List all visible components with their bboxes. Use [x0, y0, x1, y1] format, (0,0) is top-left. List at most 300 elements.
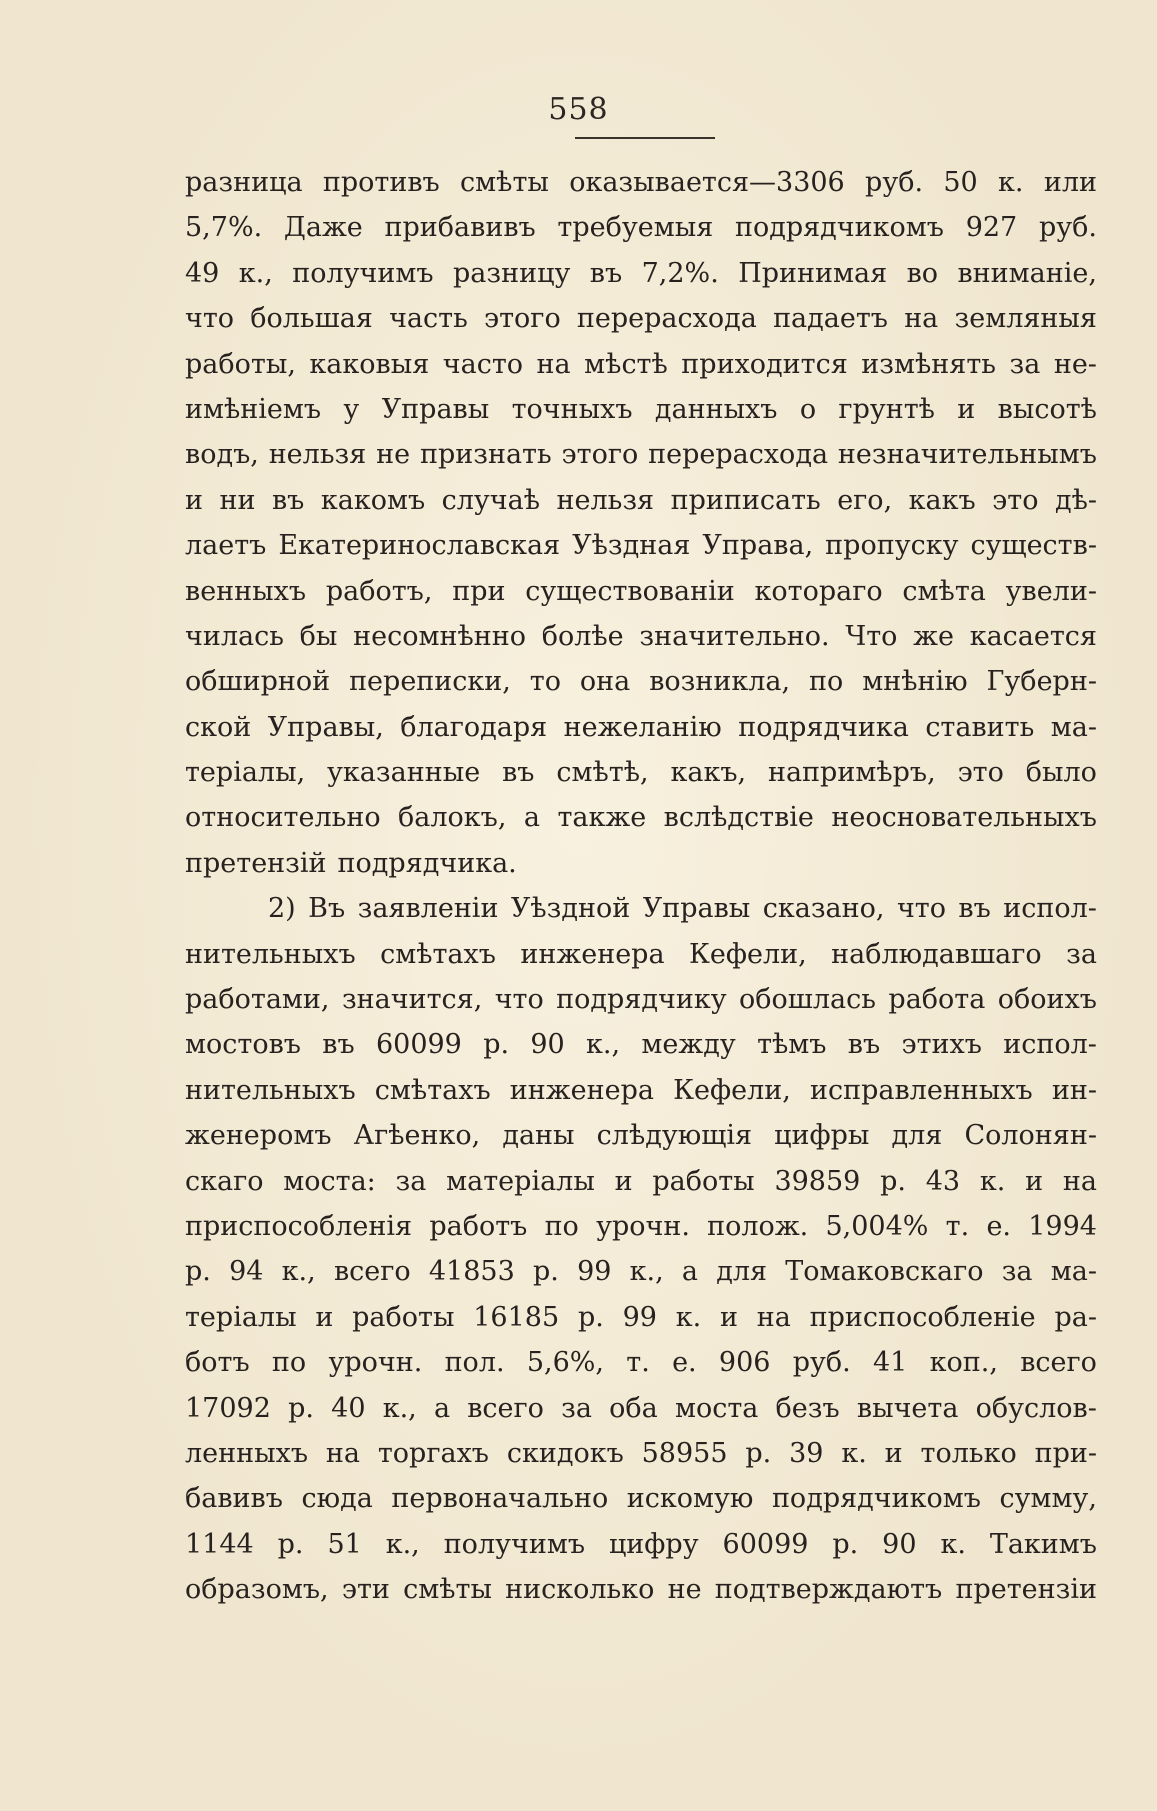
text-line [185, 1159, 1097, 1204]
word: искомую [626, 1483, 754, 1515]
word: за [395, 1165, 427, 1197]
word: нительныхъ [185, 1074, 356, 1106]
word: 17092 [185, 1392, 271, 1424]
word: также [557, 802, 647, 834]
word: на [1062, 1165, 1097, 1197]
word: 39859 [774, 1165, 861, 1197]
word: неосновательныхъ [831, 802, 1097, 834]
word: р. [288, 1392, 314, 1424]
word: цифру [608, 1528, 699, 1560]
word: моста: [283, 1165, 376, 1197]
word: разница [185, 167, 303, 198]
text-line [185, 342, 1097, 387]
word: бы [299, 620, 338, 652]
word: не- [1053, 348, 1097, 380]
word: на [325, 1437, 360, 1469]
word: значительно. [639, 620, 830, 652]
word: большая [250, 303, 373, 335]
word: указанные [327, 757, 481, 789]
word: ленныхъ [185, 1437, 309, 1469]
word: Солонян- [964, 1120, 1097, 1152]
word: требуемыя [557, 212, 714, 244]
word: нисколько [505, 1574, 655, 1606]
word: к., [586, 1029, 621, 1061]
body-text [185, 160, 1097, 1613]
word: вниманіе, [957, 257, 1097, 289]
word: приписать [670, 484, 821, 516]
word: напримѣръ, [767, 757, 936, 789]
word: этого [561, 439, 639, 471]
word: обуслов- [975, 1392, 1097, 1424]
word: скаго [185, 1165, 264, 1197]
word: нельзя [268, 439, 367, 471]
word: работы [652, 1165, 755, 1197]
word: подрядчика [738, 711, 909, 743]
word: разницу [453, 257, 571, 289]
word: р. [532, 1256, 559, 1288]
word: смѣты [460, 167, 549, 198]
word: же [913, 620, 954, 652]
word: безъ [775, 1392, 840, 1424]
word: Кефели, [673, 1074, 791, 1106]
word: 927 [965, 212, 1018, 244]
word: часть [389, 303, 468, 335]
word: Уѣздной [510, 893, 631, 925]
word: перерасхода [576, 303, 757, 335]
word: не [667, 1574, 702, 1606]
word: незначительнымъ [837, 439, 1097, 471]
word: даны [502, 1120, 575, 1152]
word: 39 [789, 1437, 824, 1469]
text-line [185, 251, 1097, 296]
word: въ [502, 757, 535, 789]
word: руб. [865, 167, 924, 198]
word: Управы [381, 393, 490, 425]
word: у [343, 393, 360, 425]
word: матеріалы [446, 1165, 595, 1197]
word: р. [277, 1528, 304, 1560]
word: всего [333, 1256, 411, 1288]
text-line [185, 1567, 1097, 1612]
word: и [1025, 1165, 1044, 1197]
text-line [185, 977, 1097, 1022]
word: всего [467, 1392, 544, 1424]
word: переписки, [349, 666, 511, 698]
word: работа [888, 984, 986, 1016]
text-line [185, 1068, 1097, 1113]
word: работъ, [325, 575, 433, 607]
word: увели- [1005, 575, 1097, 607]
word: р. [185, 1256, 211, 1288]
text-line [185, 1431, 1097, 1476]
word: получимъ [292, 257, 434, 289]
word: на [904, 303, 939, 335]
word: 50 [943, 167, 978, 198]
word: какъ [908, 484, 976, 516]
word: исправленныхъ [809, 1074, 1033, 1106]
word: венныхъ [185, 575, 307, 607]
word: по [809, 666, 844, 698]
word: 58955 [641, 1437, 728, 1469]
word: 94 [229, 1256, 264, 1288]
word: о [799, 393, 817, 425]
word: существованіи [525, 575, 735, 607]
word: обоихъ [997, 984, 1097, 1016]
word: е. [986, 1210, 1011, 1242]
word: то [529, 666, 561, 698]
word: руб. [1038, 212, 1097, 244]
word: каковыя [309, 348, 430, 380]
word: Даже [283, 212, 363, 244]
word: Въ [308, 893, 346, 925]
word: измѣнять [861, 348, 996, 380]
word: существ- [970, 530, 1097, 562]
word: цифры [774, 1120, 870, 1152]
word: смѣтахъ [374, 1074, 491, 1106]
word: возникла, [649, 666, 791, 698]
word: за [1009, 348, 1041, 380]
word: коп., [929, 1347, 998, 1379]
word: урочн. [596, 1210, 690, 1242]
word: не [376, 439, 411, 471]
word: е. [672, 1347, 697, 1379]
word: руб. [792, 1347, 851, 1379]
word: въ [589, 257, 623, 289]
text-line [185, 705, 1097, 750]
word: было [1025, 757, 1097, 789]
word: 60099 [375, 1029, 462, 1061]
word: во [906, 257, 939, 289]
word: к. [675, 1301, 702, 1333]
text-line [185, 387, 1097, 432]
word: т. [945, 1210, 970, 1242]
word: 41 [873, 1347, 908, 1379]
word: к., [281, 1256, 316, 1288]
word: Губерн- [986, 666, 1097, 698]
word: вслѣдствіе [663, 802, 814, 834]
word: точныхъ [511, 393, 633, 425]
text-line [185, 1340, 1097, 1385]
word: к. [979, 1165, 1006, 1197]
word: этого [483, 303, 561, 335]
word: наблюдавшаго [831, 938, 1042, 970]
text-line [185, 932, 1097, 977]
word: р. [483, 1029, 510, 1061]
word: 1994 [1028, 1210, 1097, 1242]
word: ской [185, 711, 252, 743]
word: сказано, [762, 893, 885, 925]
word: по [544, 1210, 579, 1242]
word: 99 [577, 1256, 612, 1288]
word: касается [969, 620, 1097, 652]
word: высотѣ [997, 393, 1097, 425]
word: мѣстѣ [584, 348, 668, 380]
text-line [185, 1295, 1097, 1340]
word: на [536, 348, 571, 380]
word: ра- [1054, 1301, 1097, 1333]
text-line [185, 1022, 1097, 1067]
word: обширной [185, 666, 331, 698]
text-line [185, 523, 1097, 568]
word: подрядчику [556, 984, 727, 1016]
word: при- [1034, 1437, 1097, 1469]
word: Управы, [267, 711, 384, 743]
word: Такимъ [989, 1528, 1097, 1560]
word: котораго [754, 575, 883, 607]
word: тѣмъ [757, 1029, 827, 1061]
word: дѣ- [1054, 484, 1097, 516]
word: за [1066, 938, 1097, 970]
word: ма- [1050, 1256, 1097, 1288]
word: а [433, 1392, 451, 1424]
word: смѣтахъ [380, 938, 496, 970]
word: ботъ [185, 1347, 250, 1379]
word: она [579, 666, 631, 698]
word: работами, [185, 984, 330, 1016]
word: имѣніемъ [185, 393, 322, 425]
text-line [185, 432, 1097, 477]
word: и [719, 1301, 738, 1333]
word: подрядчика. [337, 847, 517, 879]
word: вычета [856, 1392, 959, 1424]
word: образомъ, [185, 1574, 329, 1606]
word: чилась [185, 620, 284, 652]
word: бавивъ [185, 1483, 283, 1515]
header-rule [575, 137, 715, 139]
text-line [185, 1522, 1097, 1567]
word: 49 [185, 257, 220, 289]
word: въ [958, 893, 991, 925]
word: сумму, [999, 1483, 1097, 1515]
word: по [271, 1347, 307, 1379]
word: 1144 [185, 1528, 254, 1560]
word: нительныхъ [185, 938, 356, 970]
text-line [185, 160, 1097, 205]
word: Кефели, [689, 938, 807, 970]
word: балокъ, [398, 802, 507, 834]
word: за [1001, 1256, 1033, 1288]
word: подрядчикомъ [734, 212, 944, 244]
word: въ [847, 1029, 881, 1061]
word: работъ [429, 1210, 528, 1242]
word: въ [322, 1029, 355, 1061]
word: мостовъ [185, 1029, 301, 1061]
word: случаѣ [441, 484, 541, 516]
word: заявленіи [357, 893, 499, 925]
word: Управа, [702, 530, 814, 562]
word: 40 [331, 1392, 366, 1424]
word: при [452, 575, 506, 607]
word: 5,7%. [185, 212, 263, 244]
word: Уѣздная [572, 530, 691, 562]
word: какомъ [320, 484, 426, 516]
word: а [523, 802, 541, 834]
word: на [756, 1301, 791, 1333]
word: пол. [444, 1347, 505, 1379]
word: работы, [185, 348, 296, 380]
word: Управы [642, 893, 751, 925]
word: 60099 [722, 1528, 809, 1560]
page-number: 558 [548, 92, 609, 127]
word: и [957, 393, 976, 425]
word: болѣе [541, 620, 624, 652]
word: перерасхода [648, 439, 829, 471]
word: испол- [1003, 893, 1097, 925]
text-line [185, 1386, 1097, 1431]
word: только [920, 1437, 1017, 1469]
word: инженера [520, 938, 665, 970]
word: за [561, 1392, 592, 1424]
word: лаетъ [185, 530, 267, 562]
word: подтверждаютъ [714, 1574, 943, 1606]
word: прибавивъ [384, 212, 536, 244]
word: Томаковскаго [785, 1256, 984, 1288]
word: Принимая [738, 257, 888, 289]
word: и [884, 1437, 903, 1469]
word: ставить [925, 711, 1035, 743]
word: часто [442, 348, 524, 380]
word: теріалы [185, 1301, 297, 1333]
word: и [185, 484, 203, 516]
word: 43 [925, 1165, 961, 1197]
word: мнѣнію [862, 666, 968, 698]
word: Агѣенко, [353, 1120, 481, 1152]
word: смѣта [902, 575, 986, 607]
text-line [185, 1249, 1097, 1294]
word: обошлась [739, 984, 876, 1016]
word: р. [745, 1437, 772, 1469]
word: к., [382, 1392, 417, 1424]
word: к. [841, 1437, 867, 1469]
word: для [716, 1256, 768, 1288]
word: земляныя [954, 303, 1097, 335]
word: значится, [341, 984, 483, 1016]
word: скидокъ [506, 1437, 624, 1469]
word: 5,004% [825, 1210, 929, 1242]
word: 906 [718, 1347, 771, 1379]
word: 5,6%, [526, 1347, 605, 1379]
word: торгахъ [377, 1437, 489, 1469]
word: к. [940, 1528, 966, 1560]
word: р. [577, 1301, 604, 1333]
word: претензіи [955, 1574, 1097, 1606]
word: 41853 [428, 1256, 515, 1288]
word: к., [629, 1256, 664, 1288]
word: к. [998, 167, 1024, 198]
word: приходится [681, 348, 848, 380]
word: Что [845, 620, 898, 652]
word: относительно [185, 802, 381, 834]
word: сюда [301, 1483, 373, 1515]
word: нельзя [556, 484, 655, 516]
word: или [1043, 167, 1097, 198]
word: противъ [322, 167, 440, 198]
word: пропуску [825, 530, 959, 562]
word: между [641, 1029, 736, 1061]
text-line [185, 1113, 1097, 1158]
text-line [185, 296, 1097, 341]
word: первоначально [391, 1483, 609, 1515]
word: 2) [268, 893, 296, 925]
word: 99 [622, 1301, 657, 1333]
word: моста [674, 1392, 759, 1424]
text-line [185, 1204, 1097, 1249]
word: работы [352, 1301, 455, 1333]
word: смѣтѣ, [556, 757, 649, 789]
word: что [896, 893, 946, 925]
text-line [185, 886, 1097, 931]
text-line [185, 614, 1097, 659]
word: что [494, 984, 544, 1016]
word: испол- [1003, 1029, 1097, 1061]
word: нежеланію [563, 711, 722, 743]
word: данныхъ [654, 393, 778, 425]
word: теріалы, [185, 757, 306, 789]
word: этихъ [901, 1029, 982, 1061]
word: т. [626, 1347, 650, 1379]
text-line [185, 478, 1097, 523]
word: приспособленіе [809, 1301, 1036, 1333]
text-line [185, 750, 1097, 795]
word: смѣты [403, 1574, 492, 1606]
word: для [891, 1120, 943, 1152]
word: слѣдующія [596, 1120, 753, 1152]
word: и [315, 1301, 334, 1333]
word: ма- [1050, 711, 1097, 743]
text-line [185, 795, 1097, 840]
word: водъ, [185, 439, 259, 471]
word: его, [837, 484, 893, 516]
word: приспособленія [185, 1210, 413, 1242]
word: урочн. [328, 1347, 423, 1379]
text-line [185, 1476, 1097, 1521]
word: эти [341, 1574, 390, 1606]
text-line [185, 205, 1097, 250]
word: полож. [707, 1210, 809, 1242]
word: всего [1020, 1347, 1097, 1379]
word: женеромъ [185, 1120, 332, 1152]
word: падаетъ [773, 303, 888, 335]
word: какъ, [670, 757, 747, 789]
word: претензій [185, 847, 327, 879]
word: р. [880, 1165, 906, 1197]
word: а [681, 1256, 699, 1288]
word: благодаря [400, 711, 548, 743]
word: оба [609, 1392, 658, 1424]
word: несомнѣнно [353, 620, 526, 652]
word: признать [419, 439, 552, 471]
word: это [957, 757, 1004, 789]
word: это [992, 484, 1039, 516]
word: р. [832, 1528, 859, 1560]
text-line [185, 569, 1097, 614]
text-line [185, 659, 1097, 704]
word: ин- [1051, 1074, 1097, 1106]
word: инженера [509, 1074, 654, 1106]
word: въ [271, 484, 305, 516]
word: 51 [327, 1528, 362, 1560]
word: к., [385, 1528, 420, 1560]
word: Екатеринославская [278, 530, 561, 562]
word: и [614, 1165, 633, 1197]
word: что [185, 303, 235, 335]
text-line [185, 841, 1097, 886]
word: подрядчикомъ [771, 1483, 981, 1515]
word: к., [238, 257, 273, 289]
word: оказывается—3306 [569, 167, 845, 198]
word: 16185 [473, 1301, 560, 1333]
word: ни [219, 484, 256, 516]
